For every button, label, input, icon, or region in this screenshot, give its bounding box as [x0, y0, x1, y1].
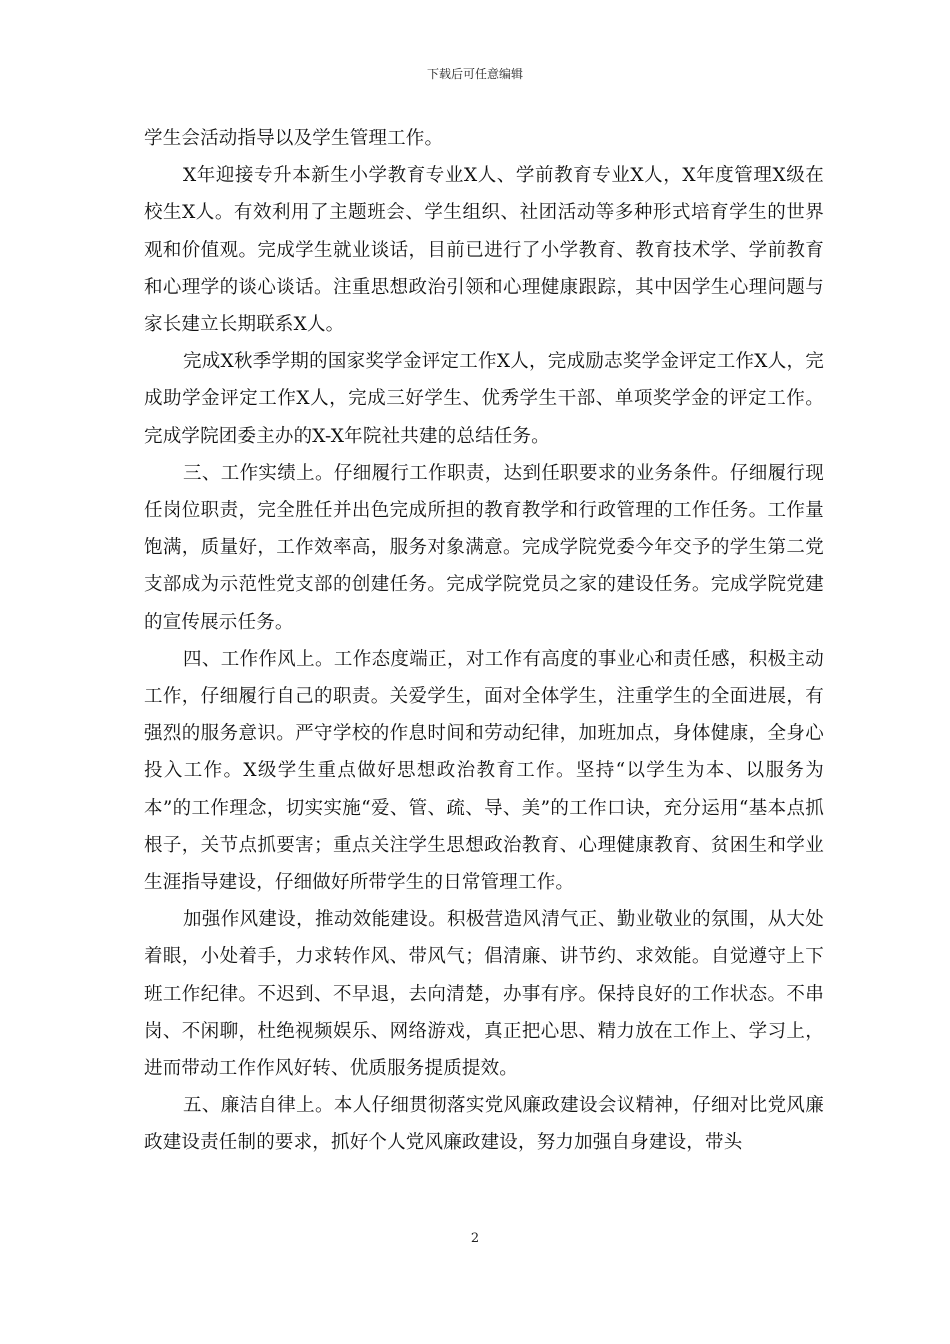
- paragraph-enrollment: X年迎接专升本新生小学教育专业X人、学前教育专业X人，X年度管理X级在校生X人。有效利用了主题班会、学生组织、社团活动等多种形式培育学生的世界观和价值观。完成学生就业谈话，目前已进行了小学教育、教育技术学、学前教育和心理学的谈心谈话。注重思想政治引领和心理健康跟踪，其中因学生心理问题与家长建立长期联系X人。: [144, 165, 824, 336]
- paragraph-scholarship: 完成X秋季学期的国家奖学金评定工作X人，完成励志奖学金评定工作X人，完成助学金评定工作X人，完成三好学生、优秀学生干部、单项奖学金的评定工作。完成学院团委主办的X-X年院社共建的总结任务。: [144, 351, 824, 447]
- paragraph-work-performance: 三、工作实绩上。仔细履行工作职责，达到任职要求的业务条件。仔细履行现任岗位职责，完全胜任并出色完成所担的教育教学和行政管理的工作任务。工作量饱满，质量好，工作效率高，服务对象满意。完成学院党委今年交予的学生第二党支部成为示范性党支部的创建任务。完成学院党员之家的建设任务。完成学院党建的宣传展示任务。: [144, 462, 824, 633]
- document-body: [144, 120, 824, 1162]
- paragraph-work-style: 四、工作作风上。工作态度端正，对工作有高度的事业心和责任感，积极主动工作，仔细履行自己的职责。关爱学生，面对全体学生，注重学生的全面进展，有强烈的服务意识。严守学校的作息时间和劳动纪律，加班加点，身体健康，全身心投入工作。X级学生重点做好思想政治教育工作。坚持“以学生为本、以服务为本”的工作理念，切实实施“爱、管、疏、导、美”的工作口诀，充分运用“基本点抓根子，关节点抓要害；重点关注学生思想政治教育、心理健康教育、贫困生和学业生涯指导建设，仔细做好所带学生的日常管理工作。: [144, 648, 824, 894]
- paragraph-continuation: 学生会活动指导以及学生管理工作。: [144, 128, 444, 149]
- page-number: 2: [470, 1231, 480, 1246]
- page-header: 下载后可任意编辑: [426, 67, 523, 81]
- paragraph-efficiency: 加强作风建设，推动效能建设。积极营造风清气正、勤业敬业的氛围，从大处着眼，小处着手，力求转作风、带风气；倡清廉、讲节约、求效能。自觉遵守上下班工作纪律。不迟到、不早退，去向清楚，办事有序。保持良好的工作状态。不串岗、不闲聊，杜绝视频娱乐、网络游戏，真正把心思、精力放在工作上、学习上，进而带动工作作风好转、优质服务提质提效。: [144, 909, 824, 1080]
- paragraph-integrity: 五、廉洁自律上。本人仔细贯彻落实党风廉政建设会议精神，仔细对比党风廉政建设责任制的要求，抓好个人党风廉政建设，努力加强自身建设，带头: [144, 1095, 824, 1154]
